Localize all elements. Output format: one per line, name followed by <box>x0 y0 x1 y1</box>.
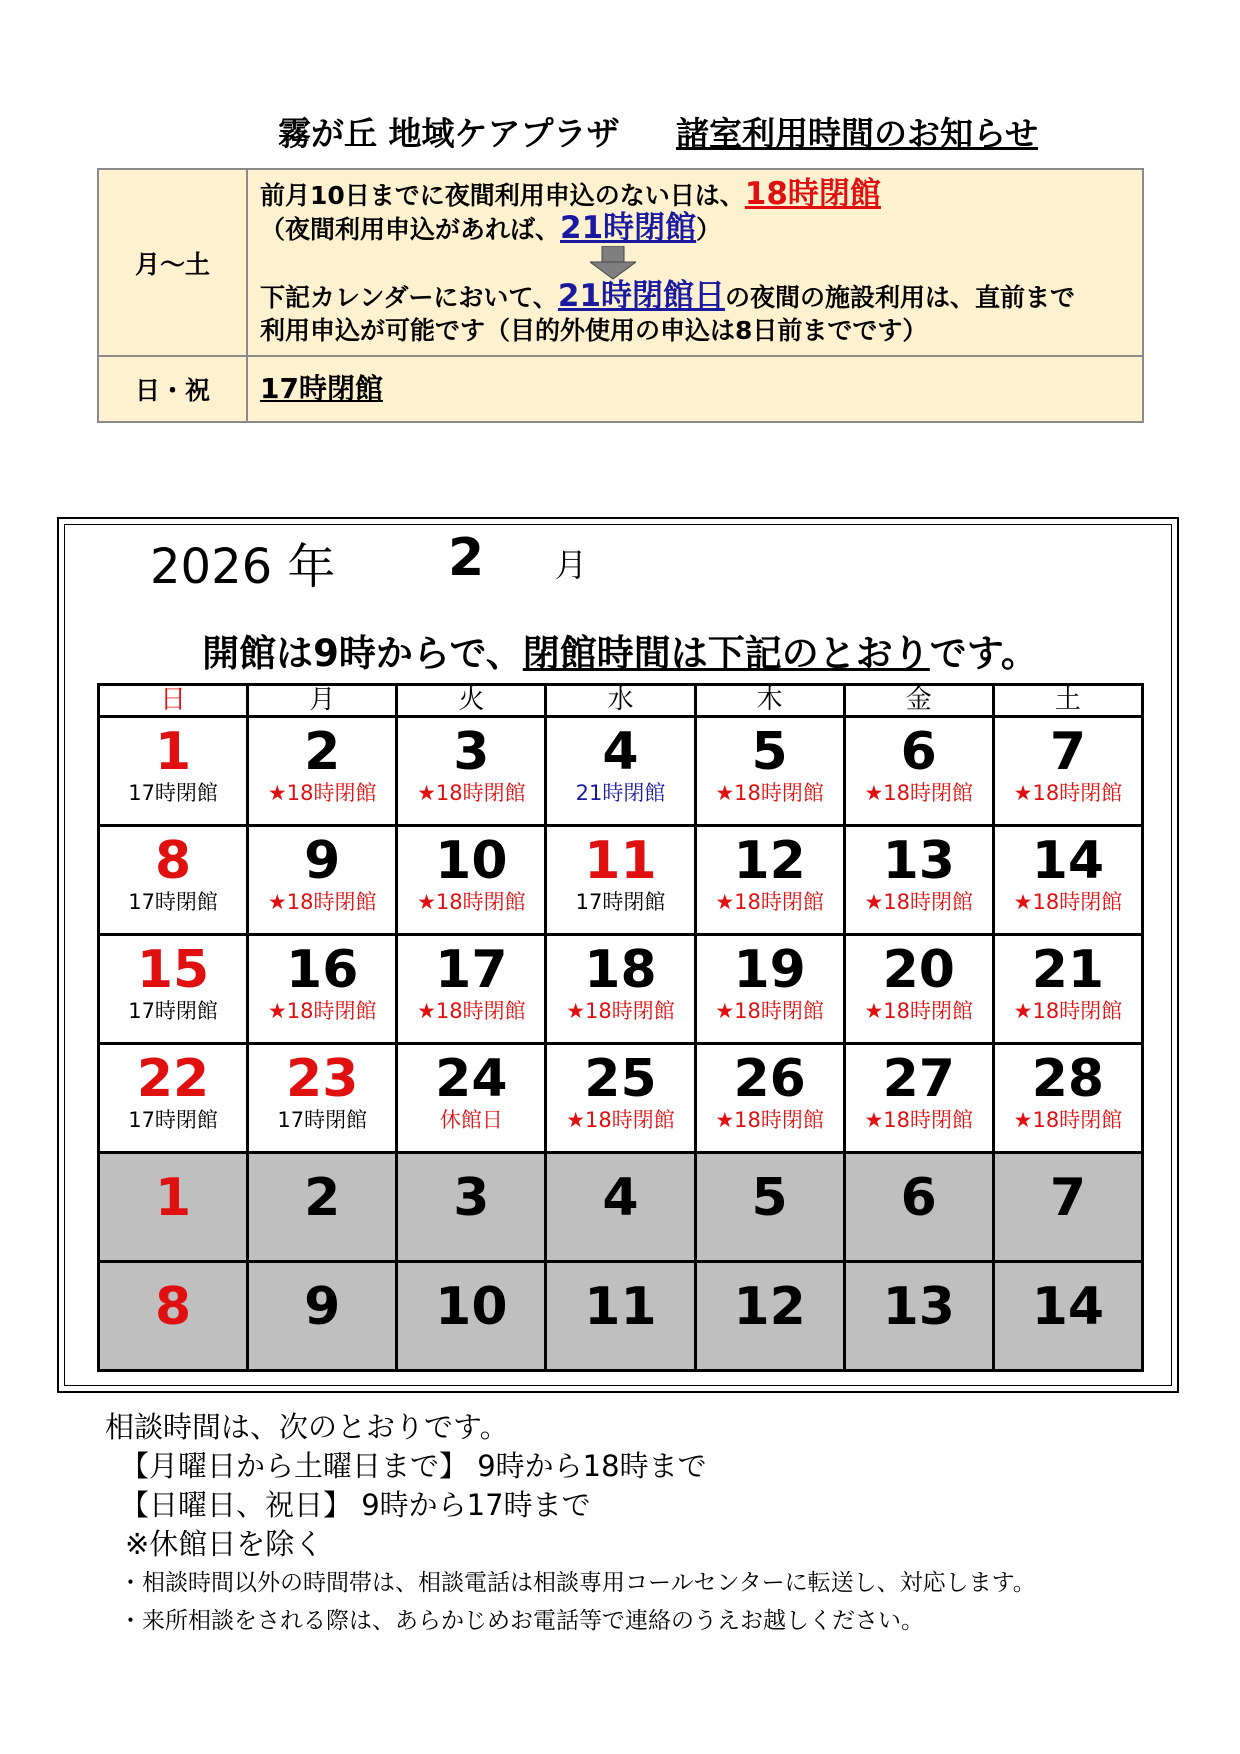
closing-time-note: 21時閉館 <box>575 781 666 805</box>
consult-weekday: 【月曜日から土曜日まで】 9時から18時まで <box>120 1449 707 1483</box>
calendar-day-cell <box>397 826 546 935</box>
closing-time-note: ★18時閉館 <box>267 999 377 1023</box>
closing-time-note: ★18時閉館 <box>267 890 377 914</box>
down-arrow-icon <box>260 246 1130 280</box>
calendar-day-cell <box>993 1044 1142 1153</box>
weekday-header: 火 <box>397 685 546 717</box>
calendar-day-cell <box>397 935 546 1044</box>
day-number: 7 <box>1049 722 1087 782</box>
weekday-header: 水 <box>546 685 695 717</box>
calendar-day-cell <box>844 826 993 935</box>
day-number: 17 <box>435 940 508 1000</box>
day-number: 23 <box>286 1049 359 1109</box>
calendar-day-cell <box>397 1262 546 1371</box>
notice-title: 諸室利用時間のお知らせ <box>676 114 1039 153</box>
day-number: 5 <box>751 722 788 782</box>
day-number: 6 <box>900 722 937 782</box>
calendar-day-cell <box>397 717 546 826</box>
calendar-day-cell <box>695 935 844 1044</box>
weekday-label: 月～土 <box>98 169 247 356</box>
day-number: 2 <box>304 1168 341 1228</box>
day-number: 8 <box>154 831 192 891</box>
calendar-day-cell <box>844 1044 993 1153</box>
closing-time-note: ★18時閉館 <box>864 890 974 914</box>
closing-time-note: 17時閉館 <box>128 890 218 914</box>
calendar-grid <box>97 683 1144 1372</box>
closing-time-note: 17時閉館 <box>128 1108 218 1132</box>
rule-line4: 利用申込が可能です（目的外使用の申込は8日前までです） <box>260 316 928 345</box>
weekday-header: 日 <box>99 685 248 717</box>
calendar-day-cell <box>248 1153 397 1262</box>
day-number: 19 <box>733 940 806 1000</box>
weekday-rules <box>247 169 1143 356</box>
calendar-subtitle <box>0 623 1240 677</box>
calendar-day-cell <box>99 1153 248 1262</box>
calendar-day-cell <box>248 717 397 826</box>
calendar-day-cell <box>844 1262 993 1371</box>
calendar-week-row <box>99 826 1143 935</box>
weekday-header: 土 <box>993 685 1142 717</box>
calendar-day-cell <box>993 1153 1142 1262</box>
closing-time-note: ★18時閉館 <box>1013 999 1123 1023</box>
calendar-month: 2 <box>448 528 485 588</box>
calendar-day-cell <box>844 935 993 1044</box>
calendar-day-cell <box>397 1153 546 1262</box>
rule-line2: （夜間利用申込があれば、 <box>260 215 561 244</box>
day-number: 4 <box>602 1168 639 1228</box>
day-number: 25 <box>584 1049 657 1109</box>
closing-time-note: 休館日 <box>439 1108 503 1132</box>
rule-line2-end: ） <box>696 215 722 244</box>
calendar-week-row <box>99 1153 1143 1262</box>
calendar-day-cell <box>844 1153 993 1262</box>
month-unit: 月 <box>555 546 588 584</box>
day-number: 13 <box>882 1277 955 1337</box>
consult-holiday: 【日曜日、祝日】 9時から17時まで <box>120 1488 591 1522</box>
closing-time-note: ★18時閉館 <box>715 781 824 805</box>
consult-note-1: ・相談時間以外の時間帯は、相談電話は相談専用コールセンターに転送し、対応します。 <box>119 1570 1036 1596</box>
day-number: 15 <box>136 940 210 1000</box>
day-number: 4 <box>602 722 639 782</box>
closing-time-note: 17時閉館 <box>128 999 218 1023</box>
day-number: 18 <box>584 940 657 1000</box>
day-number: 10 <box>435 1277 508 1337</box>
closing-time-note: ★18時閉館 <box>267 781 377 805</box>
calendar-day-cell <box>99 1262 248 1371</box>
day-number: 9 <box>304 1277 341 1337</box>
calendar-day-cell <box>993 717 1142 826</box>
rule-line3-end: の夜間の施設利用は、直前まで <box>725 283 1076 312</box>
calendar-week-row <box>99 1262 1143 1371</box>
day-number: 3 <box>453 1168 490 1228</box>
calendar-day-cell <box>397 1044 546 1153</box>
closing-time-note: 17時閉館 <box>128 781 218 805</box>
calendar-day-cell <box>248 826 397 935</box>
day-number: 13 <box>882 831 955 891</box>
day-number: 7 <box>1049 1168 1087 1228</box>
day-number: 12 <box>733 1277 806 1337</box>
calendar-day-cell <box>248 1044 397 1153</box>
rule-line3: 下記カレンダーにおいて、 <box>260 283 558 312</box>
calendar-day-cell <box>99 1044 248 1153</box>
day-number: 9 <box>304 831 341 891</box>
calendar-day-cell <box>546 826 695 935</box>
closing-time-note: ★18時閉館 <box>417 890 526 914</box>
subtitle-part-b: 閉館時間は下記のとおり <box>522 632 930 675</box>
day-number: 6 <box>900 1168 937 1228</box>
calendar-day-cell <box>695 1044 844 1153</box>
day-number: 22 <box>136 1049 210 1109</box>
closing-time-note: ★18時閉館 <box>715 1108 824 1132</box>
consult-intro: 相談時間は、次のとおりです。 <box>105 1410 509 1444</box>
closing-time-note: ★18時閉館 <box>1013 890 1123 914</box>
closing-time-note: ★18時閉館 <box>417 999 526 1023</box>
calendar-week-row <box>99 717 1143 826</box>
calendar-day-cell <box>99 826 248 935</box>
calendar-day-cell <box>695 826 844 935</box>
day-number: 20 <box>882 940 955 1000</box>
day-number: 1 <box>154 722 192 782</box>
day-number: 26 <box>733 1049 806 1109</box>
day-number: 5 <box>751 1168 788 1228</box>
calendar-day-cell <box>248 1262 397 1371</box>
calendar-year <box>150 528 335 597</box>
calendar-day-cell <box>546 1262 695 1371</box>
calendar-day-cell <box>546 1153 695 1262</box>
day-number: 12 <box>733 831 806 891</box>
calendar-day-cell <box>99 717 248 826</box>
weekday-header: 木 <box>695 685 844 717</box>
calendar-day-cell <box>695 1153 844 1262</box>
calendar-week-row <box>99 1044 1143 1153</box>
closing-time-note: 17時閉館 <box>277 1108 368 1132</box>
close-18-text: 18時閉館 <box>744 176 881 212</box>
closing-time-note: ★18時閉館 <box>864 999 974 1023</box>
calendar-day-cell <box>546 1044 695 1153</box>
consultation-hours <box>105 1408 1036 1640</box>
day-number: 28 <box>1031 1049 1105 1109</box>
calendar-day-cell <box>993 826 1142 935</box>
close-21-day-text: 21時閉館日 <box>557 278 726 314</box>
day-number: 11 <box>584 1277 657 1337</box>
day-number: 1 <box>154 1168 192 1228</box>
calendar-day-cell <box>99 935 248 1044</box>
subtitle-part-a: 開館は9時からで、 <box>202 632 523 675</box>
day-number: 14 <box>1031 831 1105 891</box>
rule-line1: 前月10日までに夜間利用申込のない日は、 <box>260 181 745 210</box>
calendar-day-cell <box>695 717 844 826</box>
closing-time-note: ★18時閉館 <box>864 781 974 805</box>
calendar-day-cell <box>993 935 1142 1044</box>
closing-time-note: ★18時閉館 <box>566 1108 675 1132</box>
calendar-day-cell <box>546 717 695 826</box>
day-number: 3 <box>453 722 490 782</box>
day-number: 24 <box>435 1049 508 1109</box>
day-number: 11 <box>584 831 657 891</box>
calendar-day-cell <box>248 935 397 1044</box>
calendar-day-cell <box>546 935 695 1044</box>
day-number: 27 <box>882 1049 955 1109</box>
close-21-text: 21時閉館 <box>560 210 697 246</box>
calendar-week-row <box>99 935 1143 1044</box>
holiday-label: 日・祝 <box>98 356 247 422</box>
day-number: 10 <box>435 831 508 891</box>
calendar-day-cell <box>993 1262 1142 1371</box>
facility-name: 霧が丘 地域ケアプラザ <box>278 114 620 153</box>
weekday-header: 月 <box>248 685 397 717</box>
calendar-day-cell <box>844 717 993 826</box>
day-number: 8 <box>154 1277 192 1337</box>
year-value: 2026 <box>150 539 273 595</box>
closing-time-note: ★18時閉館 <box>566 999 675 1023</box>
closing-time-note: ★18時閉館 <box>1013 781 1123 805</box>
weekday-header: 金 <box>844 685 993 717</box>
subtitle-part-c: です。 <box>929 632 1038 675</box>
closing-time-note: ★18時閉館 <box>417 781 526 805</box>
closing-time-note: ★18時閉館 <box>1013 1108 1123 1132</box>
closing-time-note: ★18時閉館 <box>715 890 824 914</box>
calendar-day-cell <box>695 1262 844 1371</box>
day-number: 2 <box>304 722 341 782</box>
consult-exception: ※休館日を除く <box>125 1527 324 1561</box>
hours-info-table <box>97 168 1144 423</box>
holiday-close-text: 17時閉館 <box>260 372 383 405</box>
day-number: 14 <box>1031 1277 1105 1337</box>
year-unit: 年 <box>287 539 336 595</box>
consult-note-2: ・来所相談をされる際は、あらかじめお電話等で連絡のうえお越しください。 <box>119 1608 924 1634</box>
closing-time-note: ★18時閉館 <box>715 999 824 1023</box>
closing-time-note: 17時閉館 <box>575 890 666 914</box>
holiday-rule <box>247 356 1143 422</box>
day-number: 21 <box>1031 940 1105 1000</box>
closing-time-note: ★18時閉館 <box>864 1108 974 1132</box>
day-number: 16 <box>286 940 359 1000</box>
